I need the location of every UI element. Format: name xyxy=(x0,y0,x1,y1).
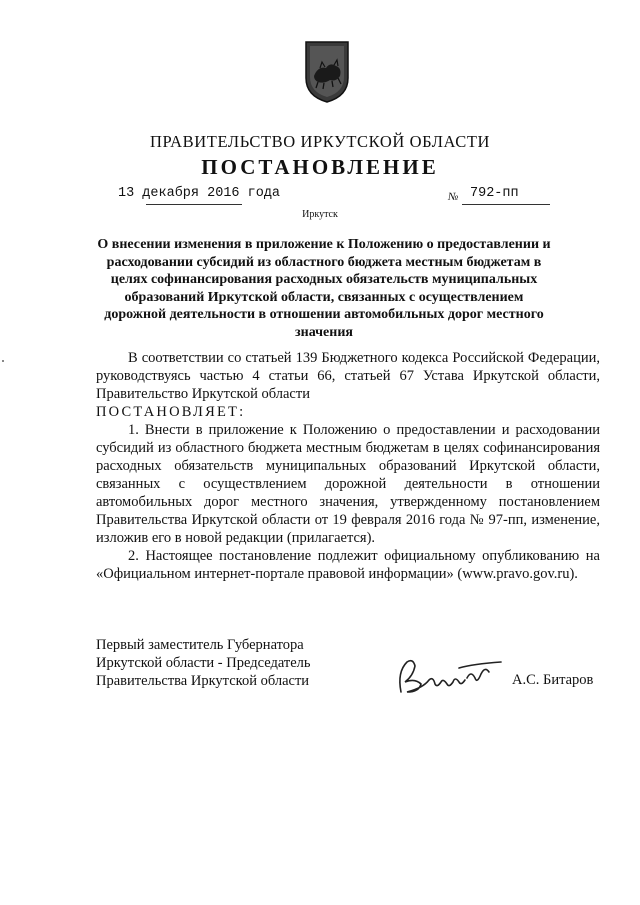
city: Иркутск xyxy=(302,209,338,220)
signatory-position xyxy=(96,636,311,690)
item-1-paragraph: 1. Внести в приложение к Положению о предоставлении и расходовании субсидий из областного бюджета местным бюджетам в целях софинансирования расходных обязательств муниципальных образований Иркутской области, связанных с осуществлением дорожной деятельности в отношении автомобильных дорог местного значения, утвержденному постановлением Правительства Иркутской области от 19 февраля 2016 года № 97-пп, изменение, изложив его в новой редакции (прилагается). xyxy=(96,422,600,546)
document-type: ПОСТАНОВЛЕНИЕ xyxy=(201,155,439,179)
document-title: О внесении изменения в приложение к Положению о предоставлении и расходовании субсидий из областного бюджета местным бюджетам в целях софинансирования расходных обязательств муниципальных образований Иркутской области, связанных с осуществлением дорожной деятельности в отношении автомобильных дорог местного значения xyxy=(97,237,551,340)
item-2-paragraph: 2. Настоящее постановление подлежит официальному опубликованию на «Официальном интернет-портале правовой информации» (www.pravo.gov.ru). xyxy=(96,548,600,582)
scan-mark xyxy=(2,360,4,362)
position-line: Правительства Иркутской области xyxy=(96,673,310,689)
resolve-heading: ПОСТАНОВЛЯЕТ: xyxy=(96,404,246,420)
position-line: Первый заместитель Губернатора xyxy=(96,637,304,653)
preamble-paragraph: В соответствии со статьей 139 Бюджетного кодекса Российской Федерации, руководствуясь частью 4 статьи 66, статьей 67 Устава Иркутской области, Правительство Иркутской области xyxy=(96,350,600,402)
document-number: 792-пп xyxy=(470,186,519,201)
handwritten-signature xyxy=(393,652,505,702)
position-line: Иркутской области - Председатель xyxy=(96,655,311,671)
date-underline xyxy=(146,204,242,205)
coat-of-arms-icon xyxy=(300,38,354,104)
signatory-name: А.С. Битаров xyxy=(512,672,594,688)
number-underline xyxy=(462,204,550,205)
number-label: № xyxy=(448,191,459,203)
document-date: 13 декабря 2016 года xyxy=(118,186,281,201)
document-body xyxy=(96,349,600,583)
government-name: ПРАВИТЕЛЬСТВО ИРКУТСКОЙ ОБЛАСТИ xyxy=(149,132,491,151)
